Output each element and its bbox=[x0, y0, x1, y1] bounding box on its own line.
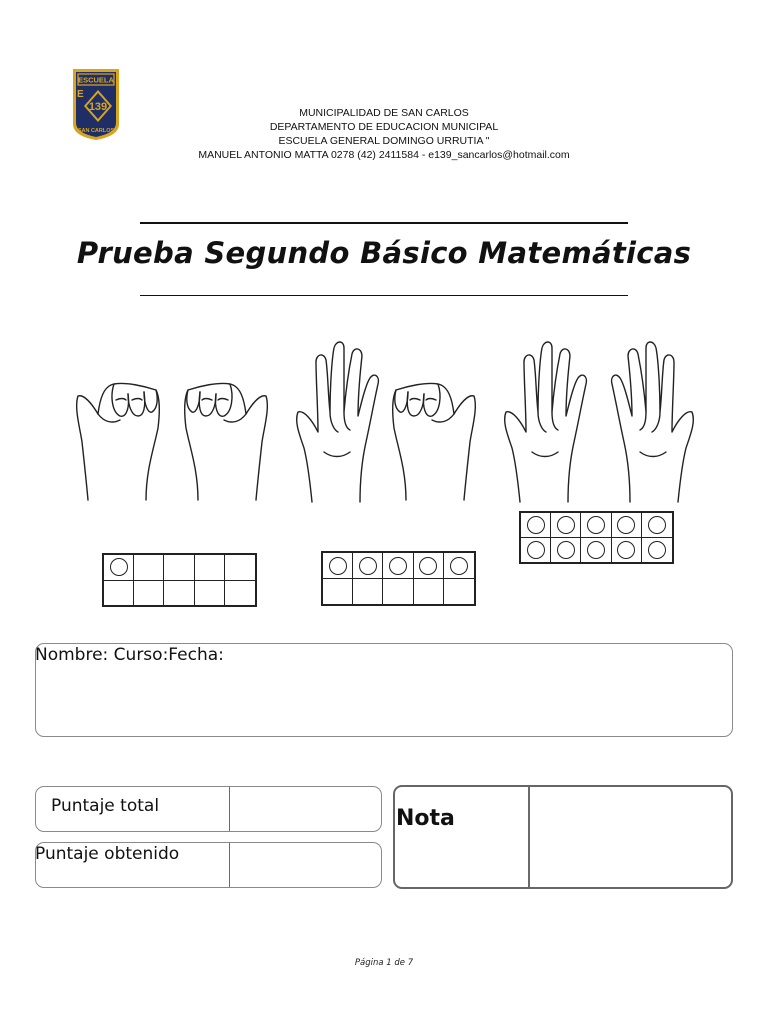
ten-frame-cell bbox=[521, 538, 551, 562]
counter-dot bbox=[557, 541, 575, 559]
ten-frame-cell bbox=[414, 579, 444, 604]
title-top-rule bbox=[140, 222, 628, 224]
ten-frame-cell bbox=[195, 581, 225, 606]
ten-frame-cell bbox=[521, 513, 551, 538]
ten-frame-cell bbox=[444, 579, 474, 604]
ten-frame-cell bbox=[353, 579, 383, 604]
header-line-department: DEPARTAMENTO DE EDUCACION MUNICIPAL bbox=[269, 121, 499, 133]
ten-frame-cell bbox=[383, 579, 413, 604]
ten-frame-cell bbox=[225, 555, 255, 581]
ten-frame-cell bbox=[551, 513, 581, 538]
ten-frame-cell bbox=[134, 555, 164, 581]
ten-frame-cell bbox=[225, 581, 255, 606]
ten-frame-cell bbox=[642, 513, 672, 538]
counter-dot bbox=[587, 541, 605, 559]
open-hand bbox=[612, 342, 694, 502]
counter-dot bbox=[110, 558, 128, 576]
ten-frame-cell bbox=[195, 555, 225, 581]
ten-frame-cell bbox=[104, 555, 134, 581]
ten-frame-cell bbox=[581, 513, 611, 538]
student-info-label: Nombre: Curso:Fecha: bbox=[35, 645, 224, 665]
grade-box bbox=[393, 785, 733, 889]
counter-dot bbox=[527, 541, 545, 559]
ten-frame-10 bbox=[519, 511, 674, 564]
ten-frame-cell bbox=[612, 513, 642, 538]
page-number: Página 1 de 7 bbox=[354, 958, 414, 968]
ten-frame-cell bbox=[164, 555, 194, 581]
counter-dot bbox=[648, 516, 666, 534]
grade-divider bbox=[528, 787, 530, 887]
header-line-municipality: MUNICIPALIDAD DE SAN CARLOS bbox=[299, 107, 469, 119]
counter-dot bbox=[389, 557, 407, 575]
page-title: Prueba Segundo Básico Matemáticas bbox=[76, 236, 692, 270]
header-line-contact: MANUEL ANTONIO MATTA 0278 (42) 2411584 - e139_sancarlos@hotmail.com bbox=[198, 149, 570, 161]
counter-dot bbox=[527, 516, 545, 534]
grade-label: Nota bbox=[396, 806, 455, 831]
ten-frame-cell bbox=[164, 581, 194, 606]
counter-dot bbox=[617, 516, 635, 534]
counter-dot bbox=[329, 557, 347, 575]
header-line-school: ESCUELA GENERAL DOMINGO URRUTIA " bbox=[278, 135, 490, 147]
ten-frame-cell bbox=[323, 553, 353, 579]
ten-frame-cell bbox=[104, 581, 134, 606]
obtained-score-value-field[interactable] bbox=[231, 843, 381, 887]
counter-dot bbox=[587, 516, 605, 534]
fist-hand bbox=[77, 383, 160, 500]
grade-value-field[interactable] bbox=[531, 787, 731, 887]
ten-frame-cell bbox=[612, 538, 642, 562]
ten-frame-cell bbox=[383, 553, 413, 579]
ten-frame-1 bbox=[102, 553, 257, 607]
ten-frame-cell bbox=[581, 538, 611, 562]
counter-dot bbox=[359, 557, 377, 575]
counter-dot bbox=[557, 516, 575, 534]
counter-dot bbox=[648, 541, 666, 559]
total-score-value-field[interactable] bbox=[231, 787, 381, 831]
ten-frame-cell bbox=[551, 538, 581, 562]
total-score-divider bbox=[229, 787, 230, 831]
ten-frame-cell bbox=[642, 538, 672, 562]
counter-dot bbox=[617, 541, 635, 559]
ten-frame-5 bbox=[321, 551, 476, 606]
fist-hand bbox=[185, 383, 268, 500]
obtained-score-divider bbox=[229, 843, 230, 887]
seal-bottom-text: SAN CARLOS bbox=[77, 128, 115, 134]
total-score-label: Puntaje total bbox=[51, 796, 160, 816]
school-header bbox=[0, 106, 768, 162]
fist-hand bbox=[393, 383, 476, 500]
seal-number: 139 bbox=[88, 101, 108, 113]
counter-dot bbox=[450, 557, 468, 575]
obtained-score-label: Puntaje obtenido bbox=[35, 844, 180, 864]
ten-frame-cell bbox=[323, 579, 353, 604]
seal-top-text: ESCUELA bbox=[78, 75, 114, 85]
ten-frame-cell bbox=[134, 581, 164, 606]
ten-frame-cell bbox=[353, 553, 383, 579]
ten-frame-cell bbox=[444, 553, 474, 579]
open-hand bbox=[297, 342, 379, 502]
counting-hands-illustration bbox=[74, 336, 704, 504]
title-bottom-rule bbox=[140, 295, 628, 296]
counter-dot bbox=[419, 557, 437, 575]
seal-letter: E bbox=[77, 89, 84, 100]
ten-frame-cell bbox=[414, 553, 444, 579]
open-hand bbox=[505, 342, 587, 502]
